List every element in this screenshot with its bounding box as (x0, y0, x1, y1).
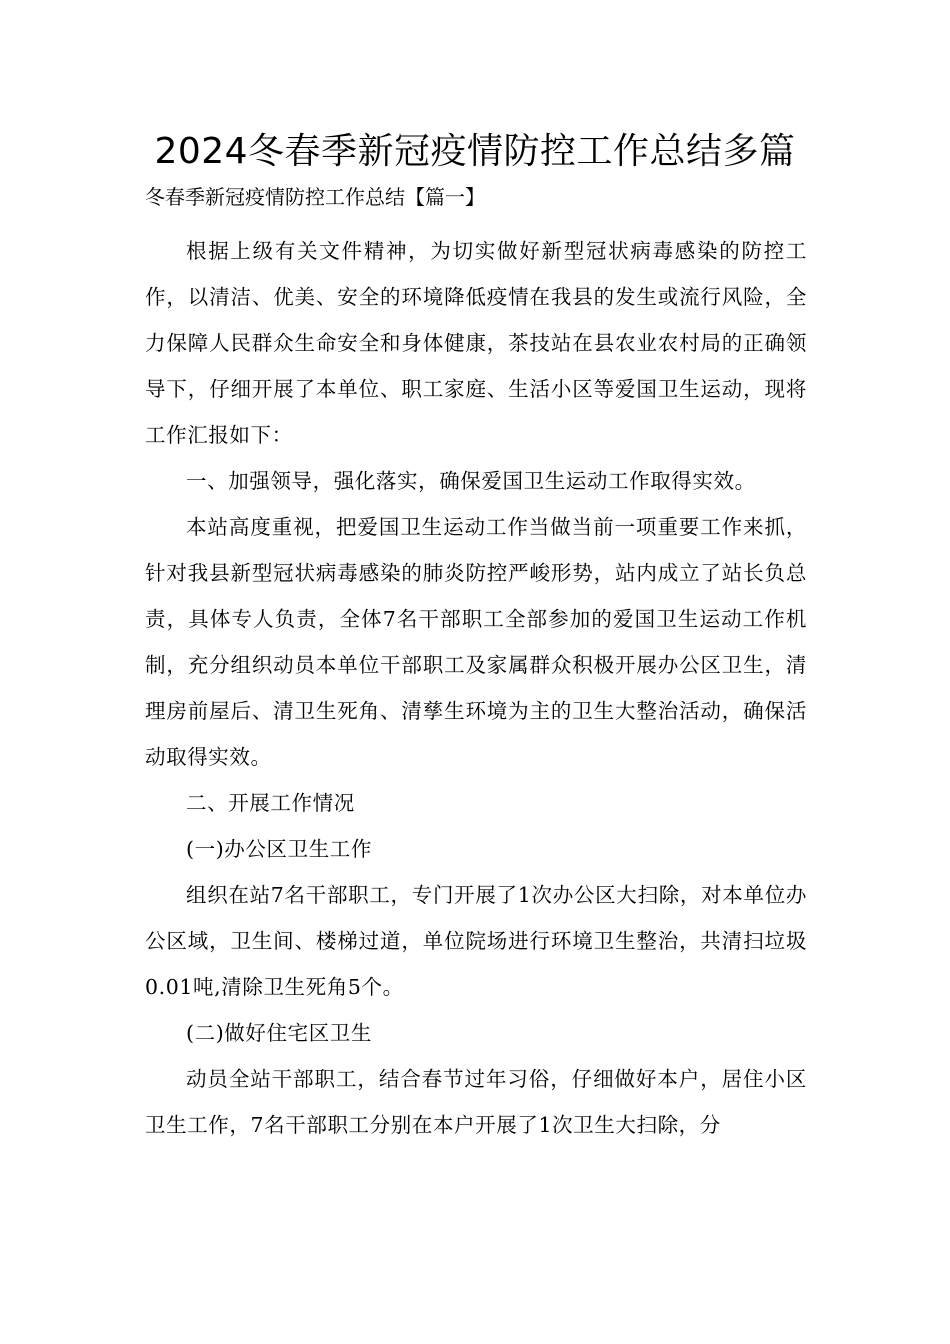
document-body (145, 228, 807, 1148)
subsection-heading-1: (一)办公区卫生工作 (186, 837, 372, 861)
document-title: 2024冬春季新冠疫情防控工作总结多篇 (154, 131, 796, 172)
subsection-heading-2: (二)做好住宅区卫生 (186, 1021, 372, 1045)
section-heading-2: 二、开展工作情况 (186, 791, 355, 815)
document-subtitle: 冬春季新冠疫情防控工作总结【篇一】 (145, 185, 485, 209)
section-heading-1: 一、加强领导，强化落实，确保爱国卫生运动工作取得实效。 (186, 469, 756, 493)
paragraph-section-1: 本站高度重视，把爱国卫生运动工作当做当前一项重要工作来抓，针对我县新型冠状病毒感染的肺炎防控严峻形势，站内成立了站长负总责，具体专人负责，全体7名干部职工全部参加的爱国卫生运动工作机制，充分组织动员本单位干部职工及家属群众积极开展办公区卫生，清理房前屋后、清卫生死角、清孳生环境为主的卫生大整治活动，确保活动取得实效。 (145, 515, 807, 769)
paragraph-subsection-2: 动员全站干部职工，结合春节过年习俗，仔细做好本户，居住小区卫生工作，7名干部职工分别在本户开展了1次卫生大扫除，分 (145, 1067, 807, 1137)
paragraph-subsection-1: 组织在站7名干部职工，专门开展了1次办公区大扫除，对本单位办公区域，卫生间、楼梯过道，单位院场进行环境卫生整治，共清扫垃圾0.01吨,清除卫生死角5个。 (145, 883, 807, 999)
paragraph-intro: 根据上级有关文件精神，为切实做好新型冠状病毒感染的防控工作，以清洁、优美、安全的环境降低疫情在我县的发生或流行风险，全力保障人民群众生命安全和身体健康，茶技站在县农业农村局的正确领导下，仔细开展了本单位、职工家庭、生活小区等爱国卫生运动，现将工作汇报如下： (145, 239, 807, 447)
